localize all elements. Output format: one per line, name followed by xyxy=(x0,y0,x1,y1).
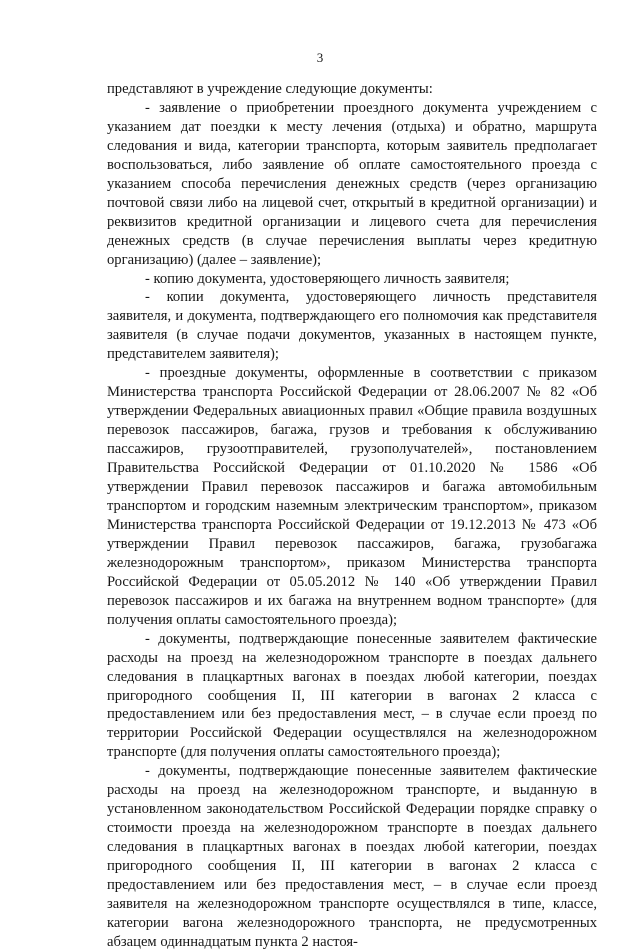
list-item-travel-documents: - проездные документы, оформленные в соответствии с приказом Министерства транспорта Российской Федерации от 28.06.2007 № 82 «Об утверждении Федеральных авиационных правил «Общие правила воздушных перевозок пассажиров, багажа, грузов и требования к обслуживанию пассажиров, грузоотправителей, грузополучателей», постановлением Правительства Российской Федерации от 01.10.2020 № 1586 «Об утверждении Правил перевозок пассажиров и багажа автомобильным транспортом и городским наземным электрическим транспортом», приказом Министерства транспорта Российской Федерации от 19.12.2013 № 473 «Об утверждении Правил перевозок пассажиров, багажа, грузобагажа железнодорожным транспортом», приказом Министерства транспорта Российской Федерации от 05.05.2012 № 140 «Об утверждении Правил перевозок пассажиров и их багажа на внутреннем водном транспорте» (для получения оплаты самостоятельного проезда); xyxy=(107,365,597,628)
list-item-railway-cost-certificate: - документы, подтверждающие понесенные заявителем фактические расходы на проезд на железнодорожном транспорте, и выданную в установленном законодательством Российской Федерации порядке справку о стоимости проезда на железнодорожном транспорте в поездах дальнего следования в плацкартных вагонах в поездах любой категории, поездах пригородного сообщения II, III категории в вагонах 2 класса с предоставлением или без предоставления мест, – в случае если проезд заявителя на железнодорожном транспорте осуществлялся в типе, классе, категории вагона железнодорожного транспорта, не предусмотренных абзацем одиннадцатым пункта 2 настоя- xyxy=(107,763,597,950)
list-item-representative-documents: - копии документа, удостоверяющего личность представителя заявителя, и документа, подтверждающего его полномочия как представителя заявителя (в случае подачи документов, указанных в настоящем пункте, представителем заявителя); xyxy=(107,289,597,363)
list-item-application: - заявление о приобретении проездного документа учреждением с указанием дат поездки к месту лечения (отдыха) и обратно, маршрута следования и вида, категории транспорта, которым заявитель предполагает воспользоваться, либо заявление об оплате самостоятельного проезда с указанием способа перечисления денежных средств (через организацию почтовой связи либо на лицевой счет, открытый в кредитной организации) и реквизитов кредитной организации и лицевого счета для перечисления денежных средств (в случае перечисления выплаты через кредитную организацию) (далее – заявление); xyxy=(107,99,597,268)
document-body xyxy=(107,80,597,952)
page-number: 3 xyxy=(316,50,324,65)
intro-paragraph: представляют в учреждение следующие документы: xyxy=(107,81,433,97)
list-item-railway-expenses: - документы, подтверждающие понесенные заявителем фактические расходы на проезд на железнодорожном транспорте в поездах дальнего следования в плацкартных вагонах в поездах любой категории, поездах пригородного сообщения II, III категории в вагонах 2 класса с предоставлением или без предоставления мест, – в случае если проезд по территории Российской Федерации осуществлялся на железнодорожном транспорте (для получения оплаты самостоятельного проезда); xyxy=(107,630,597,761)
list-item-identity-copy: - копию документа, удостоверяющего личность заявителя; xyxy=(145,270,510,287)
